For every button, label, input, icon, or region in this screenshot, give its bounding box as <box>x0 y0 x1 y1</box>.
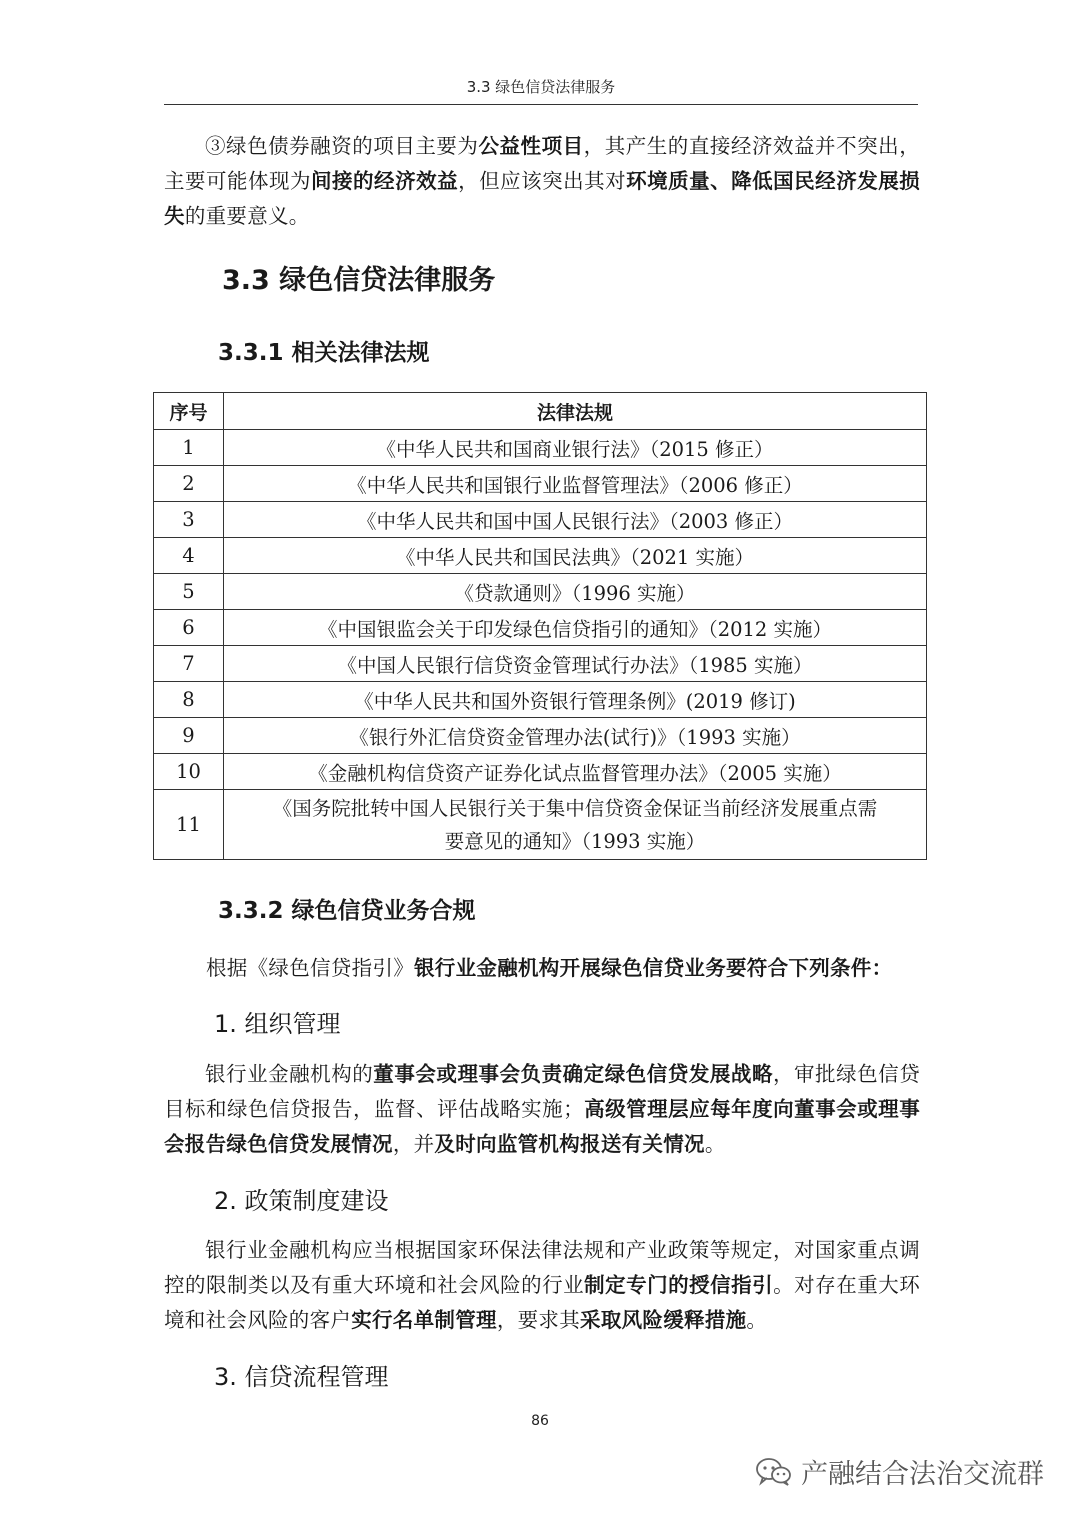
intro-bold-1: 公益性项目 <box>478 134 584 158</box>
item-2-bold-3: 采取风险缓释措施 <box>580 1308 747 1332</box>
row-number: 6 <box>154 610 224 646</box>
row-law: 《中华人民共和国民法典》（2021 实施） <box>224 538 927 574</box>
item-2-bold-1: 制定专门的授信指引 <box>584 1273 774 1297</box>
intro-text-4: 的重要意义。 <box>184 204 310 228</box>
item-2-paragraph <box>164 1233 920 1338</box>
item-2-text-2: 。对存在重大环境和社会风险的客户 <box>164 1273 921 1332</box>
subsection-title-compliance: 3.3.2 绿色信贷业务合规 <box>218 898 476 924</box>
table-row <box>154 430 927 466</box>
row-law-line-2: 要意见的通知》（1993 实施） <box>444 829 706 853</box>
row-number: 7 <box>154 646 224 682</box>
row-law: 《中华人民共和国商业银行法》（2015 修正） <box>224 430 927 466</box>
table-row <box>154 466 927 502</box>
row-law: 《中华人民共和国外资银行管理条例》(2019 修订) <box>224 682 927 718</box>
row-number: 5 <box>154 574 224 610</box>
table-row <box>154 502 927 538</box>
section-title: 3.3 绿色信贷法律服务 <box>222 265 496 296</box>
item-1-title: 1. 组织管理 <box>214 1010 341 1038</box>
item-1-bold-3: 及时向监管机构报送有关情况 <box>434 1132 705 1156</box>
table-row <box>154 790 927 860</box>
intro-text-3: ，但应该突出其对 <box>458 169 627 193</box>
intro-bold-3: 环境质量、降低国民经济发展损失 <box>164 169 921 228</box>
row-law: 《中华人民共和国银行业监督管理法》（2006 修正） <box>224 466 927 502</box>
row-number: 2 <box>154 466 224 502</box>
laws-table <box>153 392 927 860</box>
item-2-title: 2. 政策制度建设 <box>214 1187 389 1215</box>
item-2-bold-2: 实行名单制管理 <box>351 1308 497 1332</box>
watermark <box>755 1452 1044 1491</box>
basis-text: 根据《绿色信贷指引》 <box>206 956 414 980</box>
row-number: 8 <box>154 682 224 718</box>
page-number: 86 <box>531 1413 549 1429</box>
row-number: 3 <box>154 502 224 538</box>
item-1-text-4: 。 <box>704 1132 726 1156</box>
row-law: 《中国人民银行信贷资金管理试行办法》（1985 实施） <box>224 646 927 682</box>
item-2-text-3: ，要求其 <box>496 1308 581 1332</box>
row-number: 10 <box>154 754 224 790</box>
item-2-text-4: 。 <box>746 1308 768 1332</box>
header-serial: 序号 <box>154 393 224 430</box>
header-law: 法律法规 <box>224 393 927 430</box>
row-number: 11 <box>154 790 224 860</box>
intro-text-1: ③绿色债券融资的项目主要为 <box>205 134 479 158</box>
table-row <box>154 646 927 682</box>
row-law-line-1: 《国务院批转中国人民银行关于集中信贷资金保证当前经济发展重点需 <box>272 796 878 820</box>
intro-paragraph <box>164 129 920 234</box>
basis-bold: 银行业金融机构开展绿色信贷业务要符合下列条件： <box>414 956 893 980</box>
row-law: 《金融机构信贷资产证券化试点监督管理办法》（2005 实施） <box>224 754 927 790</box>
item-1-bold-1: 董事会或理事会负责确定绿色信贷发展战略 <box>373 1062 773 1086</box>
subsection-title-laws: 3.3.1 相关法律法规 <box>218 340 430 366</box>
row-number: 9 <box>154 718 224 754</box>
item-3-title: 3. 信贷流程管理 <box>214 1363 389 1391</box>
item-1-text-2: ，审批绿色信贷目标和绿色信贷报告，监督、评估战略实施； <box>164 1062 920 1121</box>
table-header-row <box>154 393 927 430</box>
header-rule <box>164 104 918 105</box>
item-1-text-3: ，并 <box>392 1132 435 1156</box>
row-number: 1 <box>154 430 224 466</box>
watermark-text: 产融结合法治交流群 <box>801 1459 1044 1490</box>
table-row <box>154 610 927 646</box>
row-law: 《银行外汇信贷资金管理办法(试行)》（1993 实施） <box>224 718 927 754</box>
item-1-text-1: 银行业金融机构的 <box>205 1062 374 1086</box>
table-row <box>154 718 927 754</box>
table-row <box>154 754 927 790</box>
wechat-icon <box>755 1457 793 1487</box>
row-law: 《中华人民共和国中国人民银行法》（2003 修正） <box>224 502 927 538</box>
intro-bold-2: 间接的经济效益 <box>311 169 459 193</box>
row-law <box>224 790 927 860</box>
row-law: 《中国银监会关于印发绿色信贷指引的通知》（2012 实施） <box>224 610 927 646</box>
basis-paragraph <box>206 951 920 986</box>
item-2-text-1: 银行业金融机构应当根据国家环保法律法规和产业政策等规定，对国家重点调控的限制类以及有重大环境和社会风险的行业 <box>164 1238 920 1297</box>
row-number: 4 <box>154 538 224 574</box>
table-row <box>154 574 927 610</box>
table-row <box>154 538 927 574</box>
table-row <box>154 682 927 718</box>
intro-text-2: ，其产生的直接经济效益并不突出，主要可能体现为 <box>164 134 920 193</box>
row-law: 《贷款通则》（1996 实施） <box>224 574 927 610</box>
running-header: 3.3 绿色信贷法律服务 <box>466 78 616 96</box>
item-1-paragraph <box>164 1057 920 1162</box>
item-1-bold-2: 高级管理层应每年度向董事会或理事会报告绿色信贷发展情况 <box>164 1097 920 1156</box>
